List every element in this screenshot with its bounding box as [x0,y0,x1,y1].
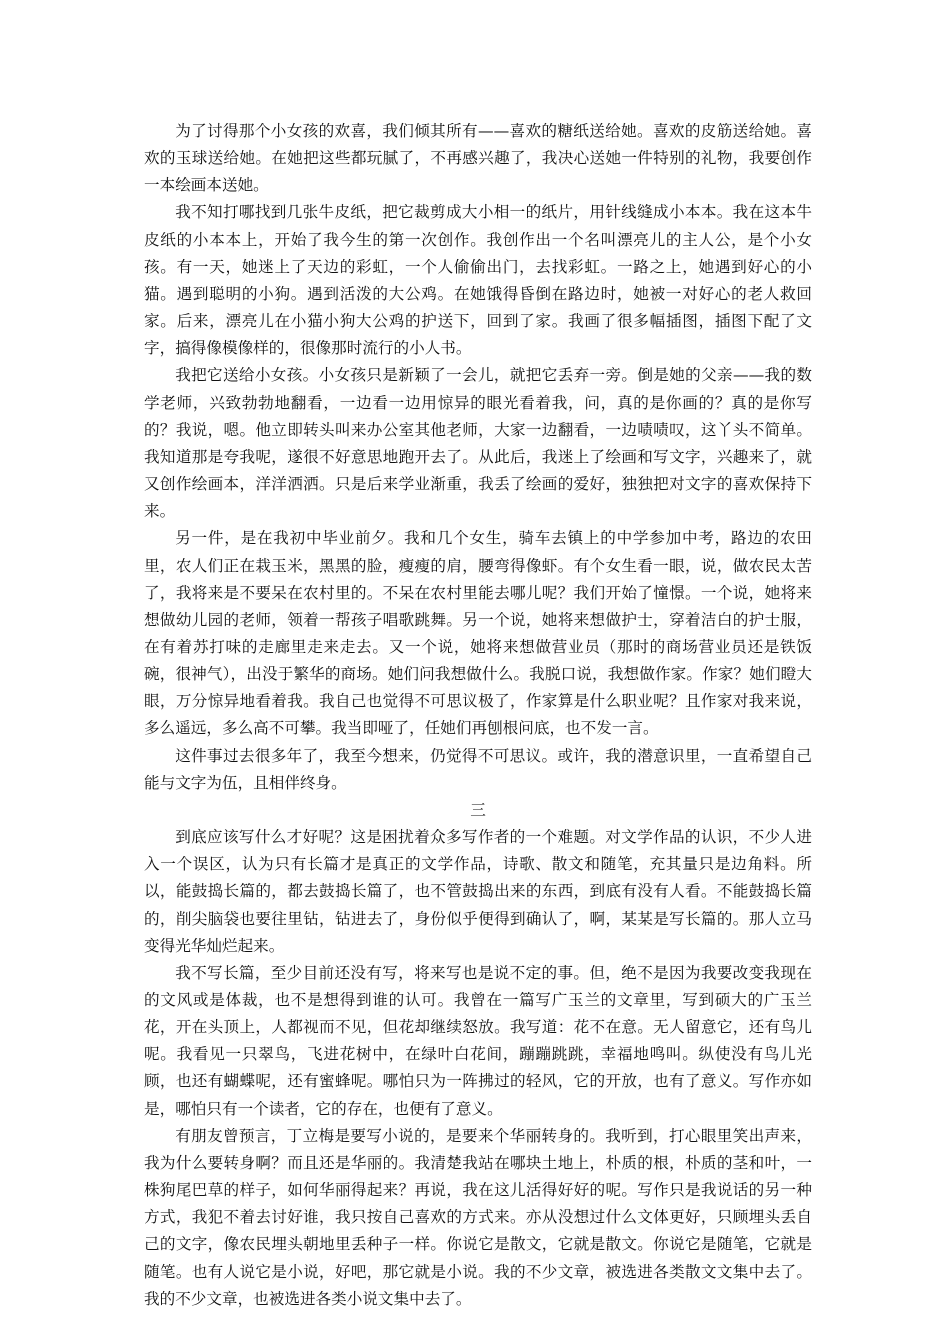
paragraph-no-transformation: 有朋友曾预言，丁立梅是要写小说的，是要来个华丽转身的。我听到，打心眼里笑出声来，我为什么要转身啊？而且还是华丽的。我清楚我站在哪块土地上，朴质的根，朴质的茎和叶，一株狗尾巴草的样子，如何华丽得起来？再说，我在这儿活得好好的呢。写作只是我说话的另一种方式，我犯不着去讨好谁，我只按自己喜欢的方式来。亦从没想过什么文体更好，只顾埋头丢自己的文字，像农民埋头朝地里丢种子一样。你说它是散文，它就是散文。你说它是随笔，它就是随笔。也有人说它是小说，好吧，那它就是小说。我的不少文章，被选进各类散文文集中去了。我的不少文章，也被选进各类小说文集中去了。 [144,1126,812,1308]
section-heading: 三 [470,800,486,819]
paragraph-graduation-dream: 另一件，是在我初中毕业前夕。我和几个女生，骑车去镇上的中学参加中考，路边的农田里，农人们正在栽玉米，黑黑的脸，瘦瘦的肩，腰弯得像虾。有个女生看一眼，说，做农民太苦了，我将来是不要呆在农村里的。不呆在农村里能去哪儿呢？我们开始了憧憬。一个说，她将来想做幼儿园的老师，领着一帮孩子唱歌跳舞。另一个说，她将来想做护士，穿着洁白的护士服，在有着苏打味的走廊里走来走去。又一个说，她将来想做营业员（那时的商场营业员还是铁饭碗，很神气），出没于繁华的商场。她们问我想做什么。我脱口说，我想做作家。作家？她们瞪大眼，万分惊异地看着我。我自己也觉得不可思议极了，作家算是什么职业呢？且作家对我来说，多么遥远，多么高不可攀。我当即哑了，任她们再刨根问底，也不发一言。 [144,529,812,738]
paragraph-first-creation: 我不知打哪找到几张牛皮纸，把它裁剪成大小相一的纸片，用针线缝成小本本。我在这本牛皮纸的小本本上，开始了我今生的第一次创作。我创作出一个名叫漂亮儿的主人公，是个小女孩。有一天，她迷上了天边的彩虹，一个人偷偷出门，去找彩虹。一路之上，她遇到好心的小猫。遇到聪明的小狗。遇到活泼的大公鸡。在她饿得昏倒在路边时，她被一对好心的老人救回家。后来，漂亮儿在小猫小狗大公鸡的护送下，回到了家。我画了很多幅插图，插图下配了文字，搞得像模像样的，很像那时流行的小人书。 [144,203,812,358]
paragraph-what-to-write: 到底应该写什么才好呢？这是困扰着众多写作者的一个难题。对文学作品的认识，不少人进入一个误区，认为只有长篇才是真正的文学作品，诗歌、散文和随笔，充其量只是边角料。所以，能鼓捣长篇的，都去鼓捣长篇了，也不管鼓捣出来的东西，到底有没有人看。不能鼓捣长篇的，削尖脑袋也要往里钻，钻进去了，身份似乎便得到确认了，啊，某某是写长篇的。那人立马变得光华灿烂起来。 [144,828,812,955]
paragraph-subconscious: 这件事过去很多年了，我至今想来，仍觉得不可思议。或许，我的潜意识里，一直希望自己能与文字为伍，且相伴终身。 [144,746,812,792]
document-page [144,118,812,1313]
paragraph-no-novels: 我不写长篇，至少目前还没有写，将来写也是说不定的事。但，绝不是因为我要改变我现在的文风或是体裁，也不是想得到谁的认可。我曾在一篇写广玉兰的文章里，写到硕大的广玉兰花，开在头顶上，人都视而不见，但花却继续怒放。我写道：花不在意。无人留意它，还有鸟儿呢。我看见一只翠鸟，飞进花树中，在绿叶白花间，蹦蹦跳跳，幸福地鸣叫。纵使没有鸟儿光顾，也还有蝴蝶呢，还有蜜蜂呢。哪怕只为一阵拂过的轻风，它的开放，也有了意义。写作亦如是，哪怕只有一个读者，它的存在，也便有了意义。 [144,963,812,1118]
paragraph-gift-for-girl: 为了讨得那个小女孩的欢喜，我们倾其所有——喜欢的糖纸送给她。喜欢的皮筋送给她。喜欢的玉球送给她。在她把这些都玩腻了，不再感兴趣了，我决心送她一件特别的礼物，我要创作一本绘画本送她。 [144,122,812,195]
paragraph-teacher-praise: 我把它送给小女孩。小女孩只是新颖了一会儿，就把它丢弃一旁。倒是她的父亲——我的数学老师，兴致勃勃地翻看，一边看一边用惊异的眼光看着我，问，真的是你画的？真的是你写的？我说，嗯。他立即转头叫来办公室其他老师，大家一边翻看，一边啧啧叹，这丫头不简单。我知道那是夸我呢，遂很不好意思地跑开去了。从此后，我迷上了绘画和写文字，兴趣来了，就又创作绘画本，洋洋洒洒。只是后来学业渐重，我丢了绘画的爱好，独独把对文字的喜欢保持下来。 [144,366,812,521]
